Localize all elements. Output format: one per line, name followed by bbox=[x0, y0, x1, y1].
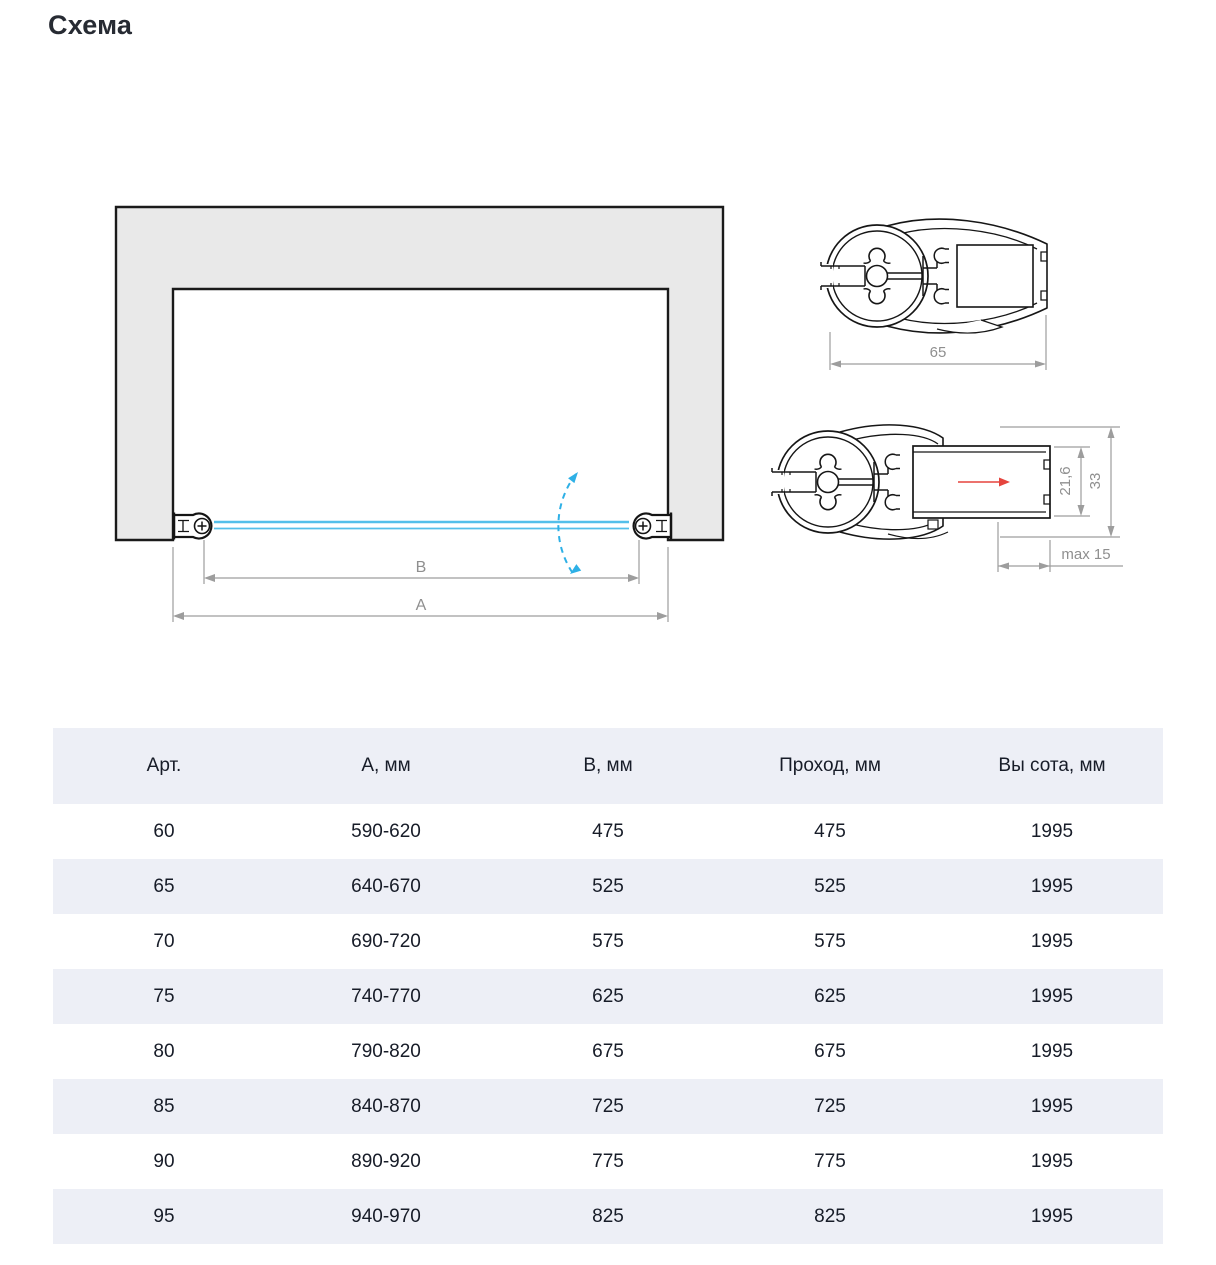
cell-height: 1995 bbox=[1030, 1095, 1074, 1117]
dimension-b-label: B bbox=[415, 559, 427, 576]
cell-b: 675 bbox=[592, 1040, 624, 1062]
table-row bbox=[53, 804, 1163, 859]
cell-b: 625 bbox=[592, 985, 624, 1007]
profile-section-closed bbox=[819, 219, 1047, 370]
column-header-passage: Проход, мм bbox=[779, 755, 881, 776]
cell-b: 825 bbox=[592, 1205, 624, 1227]
cell-passage: 675 bbox=[814, 1040, 846, 1062]
column-header-a: А, мм bbox=[361, 755, 411, 776]
table-header-row bbox=[53, 728, 1163, 804]
cell-passage: 575 bbox=[814, 930, 846, 952]
cell-passage: 725 bbox=[814, 1095, 846, 1117]
table-row bbox=[53, 1024, 1163, 1079]
cell-art: 60 bbox=[153, 820, 175, 842]
cell-height: 1995 bbox=[1030, 1205, 1074, 1227]
cell-a: 840-870 bbox=[351, 1095, 421, 1117]
page-title: Схема bbox=[48, 10, 133, 40]
cell-a: 640-670 bbox=[351, 875, 421, 897]
cell-art: 65 bbox=[153, 875, 175, 897]
cell-passage: 825 bbox=[814, 1205, 846, 1227]
dimension-a-label: A bbox=[415, 597, 427, 614]
cell-height: 1995 bbox=[1030, 875, 1074, 897]
column-header-height: Вы сота, мм bbox=[998, 755, 1106, 776]
table-row bbox=[53, 914, 1163, 969]
cell-b: 725 bbox=[592, 1095, 624, 1117]
cell-a: 740-770 bbox=[351, 985, 421, 1007]
cell-b: 475 bbox=[592, 820, 624, 842]
cell-height: 1995 bbox=[1030, 820, 1074, 842]
glass-door bbox=[214, 522, 629, 529]
table-row bbox=[53, 1189, 1163, 1244]
cell-passage: 775 bbox=[814, 1150, 846, 1172]
profile-outer-height-label: 33 bbox=[1087, 472, 1104, 490]
cell-a: 790-820 bbox=[351, 1040, 421, 1062]
cell-a: 690-720 bbox=[351, 930, 421, 952]
cell-height: 1995 bbox=[1030, 1040, 1074, 1062]
cell-height: 1995 bbox=[1030, 985, 1074, 1007]
cell-art: 90 bbox=[153, 1150, 175, 1172]
profile-inner-height-label: 21,6 bbox=[1057, 466, 1074, 496]
table-row bbox=[53, 969, 1163, 1024]
cell-art: 95 bbox=[153, 1205, 175, 1227]
profile-section-adjustment bbox=[770, 425, 1123, 572]
door-swing-arc bbox=[558, 470, 581, 578]
table-row bbox=[53, 1079, 1163, 1134]
column-header-art: Арт. bbox=[146, 755, 182, 776]
left-hinge-profile bbox=[174, 513, 211, 540]
cell-a: 890-920 bbox=[351, 1150, 421, 1172]
cell-b: 525 bbox=[592, 875, 624, 897]
cell-art: 80 bbox=[153, 1040, 175, 1062]
profile-width-label: 65 bbox=[929, 344, 947, 361]
cell-b: 775 bbox=[592, 1150, 624, 1172]
column-header-b: В, мм bbox=[583, 755, 633, 776]
cell-a: 940-970 bbox=[351, 1205, 421, 1227]
cell-art: 75 bbox=[153, 985, 175, 1007]
cell-a: 590-620 bbox=[351, 820, 421, 842]
cell-height: 1995 bbox=[1030, 1150, 1074, 1172]
profile-adjustment-label: max 15 bbox=[1061, 546, 1111, 563]
cell-passage: 475 bbox=[814, 820, 846, 842]
cell-art: 85 bbox=[153, 1095, 175, 1117]
cell-passage: 525 bbox=[814, 875, 846, 897]
cell-art: 70 bbox=[153, 930, 175, 952]
table-row bbox=[53, 859, 1163, 914]
right-hinge-profile bbox=[634, 513, 671, 540]
wall-opening bbox=[116, 207, 723, 540]
cell-passage: 625 bbox=[814, 985, 846, 1007]
cell-height: 1995 bbox=[1030, 930, 1074, 952]
table-row bbox=[53, 1134, 1163, 1189]
dimensions-table bbox=[53, 728, 1163, 1244]
cell-b: 575 bbox=[592, 930, 624, 952]
